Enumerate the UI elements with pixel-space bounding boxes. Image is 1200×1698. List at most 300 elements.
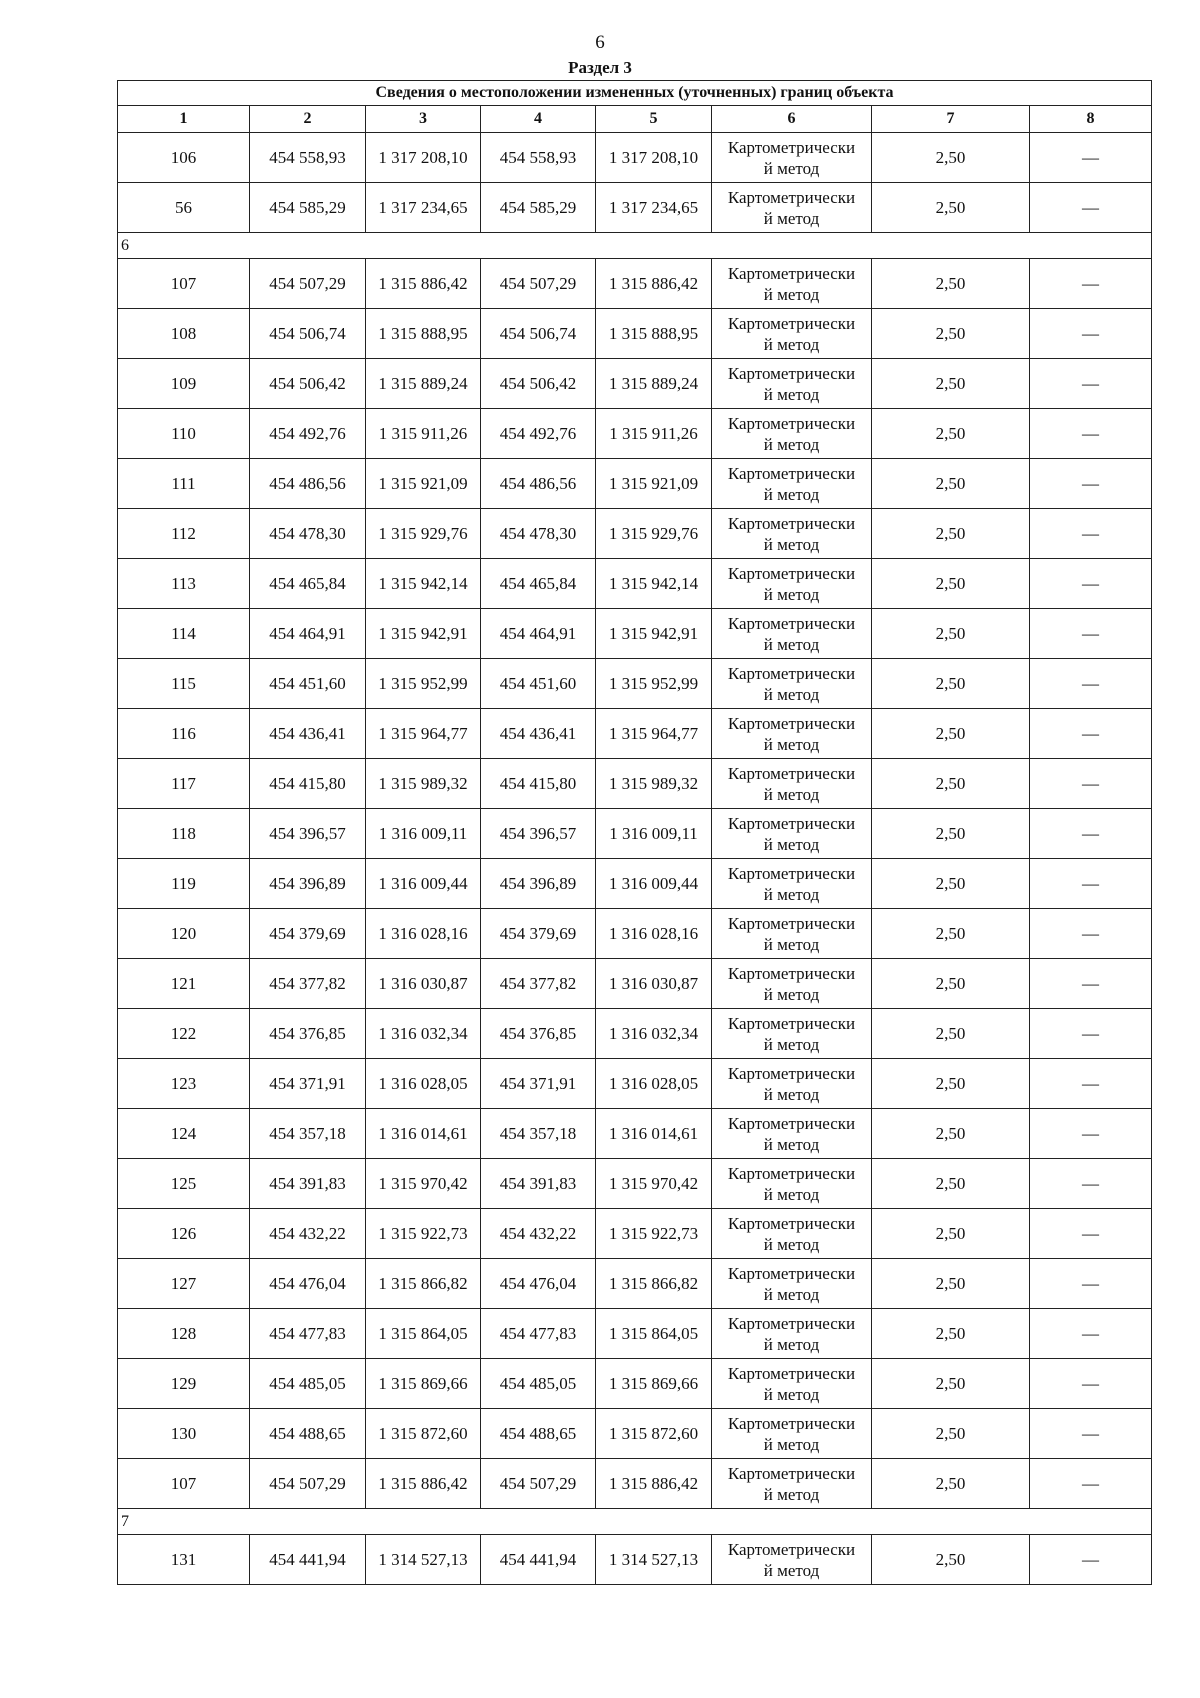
existing-x: 454 391,83 (250, 1159, 366, 1209)
boundary-coordinates-table (117, 80, 1152, 1585)
existing-y: 1 316 030,87 (366, 959, 481, 1009)
table-row (118, 1209, 1152, 1259)
contour-number: 6 (118, 233, 1152, 259)
refined-x: 454 477,83 (481, 1309, 596, 1359)
method-cell (712, 459, 872, 509)
method-cell (712, 409, 872, 459)
method-text: Картометрически (727, 187, 856, 207)
point-number: 124 (118, 1109, 250, 1159)
refined-y: 1 315 886,42 (596, 1459, 712, 1509)
existing-x: 454 371,91 (250, 1059, 366, 1109)
refined-y: 1 315 872,60 (596, 1409, 712, 1459)
refined-y: 1 315 869,66 (596, 1359, 712, 1409)
description-cell: — (1030, 1535, 1152, 1585)
existing-x: 454 478,30 (250, 509, 366, 559)
point-number: 118 (118, 809, 250, 859)
refined-x: 454 485,05 (481, 1359, 596, 1409)
method-text: й метод (763, 1560, 820, 1580)
method-text: й метод (763, 1034, 820, 1054)
refined-y: 1 315 922,73 (596, 1209, 712, 1259)
table-row (118, 859, 1152, 909)
table-row (118, 609, 1152, 659)
method-cell (712, 1409, 872, 1459)
point-number: 130 (118, 1409, 250, 1459)
table-row (118, 1059, 1152, 1109)
refined-y: 1 316 032,34 (596, 1009, 712, 1059)
method-text: Картометрически (727, 1063, 856, 1083)
method-text: Картометрически (727, 137, 856, 157)
existing-y: 1 315 889,24 (366, 359, 481, 409)
existing-x: 454 357,18 (250, 1109, 366, 1159)
page-number: 6 (595, 32, 605, 53)
method-cell (712, 309, 872, 359)
precision-cell: 2,50 (872, 559, 1030, 609)
method-text: й метод (763, 434, 820, 454)
table-row (118, 809, 1152, 859)
refined-y: 1 316 028,05 (596, 1059, 712, 1109)
column-number: 3 (366, 106, 481, 133)
table-row (118, 909, 1152, 959)
existing-y: 1 316 032,34 (366, 1009, 481, 1059)
description-cell: — (1030, 559, 1152, 609)
existing-x: 454 377,82 (250, 959, 366, 1009)
precision-cell: 2,50 (872, 1309, 1030, 1359)
precision-cell: 2,50 (872, 309, 1030, 359)
table-row (118, 1259, 1152, 1309)
table-row (118, 1459, 1152, 1509)
method-cell (712, 709, 872, 759)
method-text: Картометрически (727, 513, 856, 533)
refined-y: 1 316 014,61 (596, 1109, 712, 1159)
precision-cell: 2,50 (872, 259, 1030, 309)
column-number: 7 (872, 106, 1030, 133)
description-cell: — (1030, 133, 1152, 183)
table-row (118, 409, 1152, 459)
precision-cell: 2,50 (872, 1159, 1030, 1209)
method-cell (712, 1259, 872, 1309)
existing-y: 1 316 014,61 (366, 1109, 481, 1159)
method-cell (712, 659, 872, 709)
existing-y: 1 316 009,44 (366, 859, 481, 909)
existing-x: 454 441,94 (250, 1535, 366, 1585)
precision-cell: 2,50 (872, 859, 1030, 909)
method-text: Картометрически (727, 313, 856, 333)
refined-y: 1 317 234,65 (596, 183, 712, 233)
existing-y: 1 315 872,60 (366, 1409, 481, 1459)
existing-y: 1 315 886,42 (366, 259, 481, 309)
table-row (118, 1309, 1152, 1359)
description-cell: — (1030, 1459, 1152, 1509)
method-text: Картометрически (727, 463, 856, 483)
existing-x: 454 485,05 (250, 1359, 366, 1409)
existing-x: 454 477,83 (250, 1309, 366, 1359)
precision-cell: 2,50 (872, 1259, 1030, 1309)
existing-y: 1 315 964,77 (366, 709, 481, 759)
point-number: 119 (118, 859, 250, 909)
refined-x: 454 396,57 (481, 809, 596, 859)
description-cell: — (1030, 809, 1152, 859)
refined-x: 454 415,80 (481, 759, 596, 809)
method-text: й метод (763, 208, 820, 228)
refined-x: 454 432,22 (481, 1209, 596, 1259)
refined-x: 454 396,89 (481, 859, 596, 909)
table-row (118, 183, 1152, 233)
description-cell: — (1030, 1109, 1152, 1159)
method-text: й метод (763, 1384, 820, 1404)
point-number: 111 (118, 459, 250, 509)
table-row (118, 259, 1152, 309)
refined-y: 1 317 208,10 (596, 133, 712, 183)
table-row (118, 1359, 1152, 1409)
existing-y: 1 315 864,05 (366, 1309, 481, 1359)
precision-cell: 2,50 (872, 1109, 1030, 1159)
method-text: Картометрически (727, 1263, 856, 1283)
existing-x: 454 506,42 (250, 359, 366, 409)
refined-x: 454 558,93 (481, 133, 596, 183)
method-text: Картометрически (727, 1113, 856, 1133)
refined-x: 454 379,69 (481, 909, 596, 959)
point-number: 108 (118, 309, 250, 359)
precision-cell: 2,50 (872, 1535, 1030, 1585)
existing-y: 1 315 942,91 (366, 609, 481, 659)
refined-y: 1 315 964,77 (596, 709, 712, 759)
method-text: й метод (763, 1134, 820, 1154)
refined-x: 454 376,85 (481, 1009, 596, 1059)
column-number: 8 (1030, 106, 1152, 133)
existing-x: 454 432,22 (250, 1209, 366, 1259)
point-number: 115 (118, 659, 250, 709)
refined-y: 1 316 009,11 (596, 809, 712, 859)
refined-x: 454 391,83 (481, 1159, 596, 1209)
point-number: 106 (118, 133, 250, 183)
column-number: 4 (481, 106, 596, 133)
method-cell (712, 259, 872, 309)
table-caption: Сведения о местоположении измененных (уточненных) границ объекта (118, 81, 1152, 106)
refined-y: 1 315 921,09 (596, 459, 712, 509)
precision-cell: 2,50 (872, 1009, 1030, 1059)
method-text: Картометрически (727, 413, 856, 433)
method-cell (712, 909, 872, 959)
refined-x: 454 451,60 (481, 659, 596, 709)
existing-y: 1 315 869,66 (366, 1359, 481, 1409)
point-number: 120 (118, 909, 250, 959)
method-text: Картометрически (727, 963, 856, 983)
existing-x: 454 436,41 (250, 709, 366, 759)
method-text: Картометрически (727, 563, 856, 583)
column-number: 2 (250, 106, 366, 133)
point-number: 110 (118, 409, 250, 459)
description-cell: — (1030, 859, 1152, 909)
precision-cell: 2,50 (872, 1359, 1030, 1409)
contour-group-row (118, 1509, 1152, 1535)
refined-x: 454 486,56 (481, 459, 596, 509)
point-number: 131 (118, 1535, 250, 1585)
description-cell: — (1030, 1309, 1152, 1359)
method-text: й метод (763, 158, 820, 178)
method-text: й метод (763, 1484, 820, 1504)
method-text: й метод (763, 584, 820, 604)
method-cell (712, 1059, 872, 1109)
existing-x: 454 396,89 (250, 859, 366, 909)
description-cell: — (1030, 659, 1152, 709)
method-text: й метод (763, 634, 820, 654)
existing-x: 454 492,76 (250, 409, 366, 459)
point-number: 128 (118, 1309, 250, 1359)
method-text: Картометрически (727, 713, 856, 733)
refined-x: 454 492,76 (481, 409, 596, 459)
point-number: 123 (118, 1059, 250, 1109)
point-number: 125 (118, 1159, 250, 1209)
method-text: й метод (763, 284, 820, 304)
precision-cell: 2,50 (872, 459, 1030, 509)
method-cell (712, 509, 872, 559)
table-row (118, 1159, 1152, 1209)
method-text: й метод (763, 484, 820, 504)
description-cell: — (1030, 909, 1152, 959)
existing-x: 454 558,93 (250, 133, 366, 183)
table-row (118, 559, 1152, 609)
refined-y: 1 314 527,13 (596, 1535, 712, 1585)
description-cell: — (1030, 959, 1152, 1009)
method-text: й метод (763, 1234, 820, 1254)
method-cell (712, 1009, 872, 1059)
method-text: й метод (763, 684, 820, 704)
description-cell: — (1030, 409, 1152, 459)
section-title: Раздел 3 (568, 58, 632, 77)
point-number: 109 (118, 359, 250, 409)
refined-y: 1 315 952,99 (596, 659, 712, 709)
precision-cell: 2,50 (872, 759, 1030, 809)
precision-cell: 2,50 (872, 1209, 1030, 1259)
method-text: Картометрически (727, 1313, 856, 1333)
description-cell: — (1030, 1009, 1152, 1059)
point-number: 117 (118, 759, 250, 809)
description-cell: — (1030, 759, 1152, 809)
refined-y: 1 315 989,32 (596, 759, 712, 809)
precision-cell: 2,50 (872, 959, 1030, 1009)
existing-x: 454 506,74 (250, 309, 366, 359)
method-text: Картометрически (727, 1013, 856, 1033)
method-text: й метод (763, 384, 820, 404)
column-number: 1 (118, 106, 250, 133)
point-number: 126 (118, 1209, 250, 1259)
table-row (118, 1109, 1152, 1159)
method-text: й метод (763, 1184, 820, 1204)
refined-x: 454 478,30 (481, 509, 596, 559)
method-cell (712, 359, 872, 409)
description-cell: — (1030, 509, 1152, 559)
table-row (118, 459, 1152, 509)
point-number: 127 (118, 1259, 250, 1309)
refined-x: 454 377,82 (481, 959, 596, 1009)
refined-y: 1 316 009,44 (596, 859, 712, 909)
description-cell: — (1030, 1059, 1152, 1109)
existing-x: 454 376,85 (250, 1009, 366, 1059)
method-cell (712, 1159, 872, 1209)
method-text: Картометрически (727, 1463, 856, 1483)
method-text: Картометрически (727, 1363, 856, 1383)
existing-y: 1 316 028,16 (366, 909, 481, 959)
method-text: Картометрически (727, 1413, 856, 1433)
description-cell: — (1030, 259, 1152, 309)
refined-y: 1 316 030,87 (596, 959, 712, 1009)
refined-x: 454 465,84 (481, 559, 596, 609)
method-cell (712, 1535, 872, 1585)
refined-y: 1 315 888,95 (596, 309, 712, 359)
method-cell (712, 1359, 872, 1409)
existing-y: 1 315 922,73 (366, 1209, 481, 1259)
method-text: Картометрически (727, 663, 856, 683)
existing-x: 454 379,69 (250, 909, 366, 959)
existing-x: 454 585,29 (250, 183, 366, 233)
existing-y: 1 316 009,11 (366, 809, 481, 859)
refined-x: 454 507,29 (481, 1459, 596, 1509)
precision-cell: 2,50 (872, 509, 1030, 559)
existing-y: 1 315 989,32 (366, 759, 481, 809)
table-row (118, 509, 1152, 559)
method-text: Картометрически (727, 913, 856, 933)
method-text: й метод (763, 1434, 820, 1454)
table-row (118, 1409, 1152, 1459)
precision-cell: 2,50 (872, 133, 1030, 183)
method-text: й метод (763, 1334, 820, 1354)
existing-y: 1 315 952,99 (366, 659, 481, 709)
existing-y: 1 317 234,65 (366, 183, 481, 233)
existing-y: 1 315 921,09 (366, 459, 481, 509)
refined-x: 454 436,41 (481, 709, 596, 759)
refined-x: 454 506,42 (481, 359, 596, 409)
method-cell (712, 959, 872, 1009)
existing-y: 1 317 208,10 (366, 133, 481, 183)
table-row (118, 1535, 1152, 1585)
method-cell (712, 559, 872, 609)
existing-x: 454 507,29 (250, 1459, 366, 1509)
point-number: 129 (118, 1359, 250, 1409)
description-cell: — (1030, 183, 1152, 233)
method-cell (712, 1309, 872, 1359)
existing-y: 1 315 970,42 (366, 1159, 481, 1209)
existing-x: 454 451,60 (250, 659, 366, 709)
method-text: й метод (763, 334, 820, 354)
existing-y: 1 316 028,05 (366, 1059, 481, 1109)
precision-cell: 2,50 (872, 359, 1030, 409)
precision-cell: 2,50 (872, 1409, 1030, 1459)
description-cell: — (1030, 709, 1152, 759)
existing-y: 1 315 888,95 (366, 309, 481, 359)
method-cell (712, 133, 872, 183)
method-text: Картометрически (727, 263, 856, 283)
refined-y: 1 315 866,82 (596, 1259, 712, 1309)
refined-x: 454 476,04 (481, 1259, 596, 1309)
method-text: й метод (763, 834, 820, 854)
table-row (118, 1009, 1152, 1059)
precision-cell: 2,50 (872, 1059, 1030, 1109)
description-cell: — (1030, 359, 1152, 409)
method-text: Картометрически (727, 1539, 856, 1559)
column-number: 6 (712, 106, 872, 133)
method-cell (712, 609, 872, 659)
description-cell: — (1030, 609, 1152, 659)
refined-x: 454 464,91 (481, 609, 596, 659)
method-cell (712, 1459, 872, 1509)
refined-x: 454 371,91 (481, 1059, 596, 1109)
point-number: 107 (118, 259, 250, 309)
refined-x: 454 357,18 (481, 1109, 596, 1159)
point-number: 114 (118, 609, 250, 659)
table-row (118, 359, 1152, 409)
existing-x: 454 507,29 (250, 259, 366, 309)
existing-x: 454 476,04 (250, 1259, 366, 1309)
refined-y: 1 316 028,16 (596, 909, 712, 959)
precision-cell: 2,50 (872, 183, 1030, 233)
method-cell (712, 809, 872, 859)
point-number: 113 (118, 559, 250, 609)
point-number: 122 (118, 1009, 250, 1059)
point-number: 116 (118, 709, 250, 759)
method-text: Картометрически (727, 813, 856, 833)
refined-y: 1 315 929,76 (596, 509, 712, 559)
precision-cell: 2,50 (872, 809, 1030, 859)
refined-x: 454 488,65 (481, 1409, 596, 1459)
existing-x: 454 415,80 (250, 759, 366, 809)
existing-y: 1 315 911,26 (366, 409, 481, 459)
existing-y: 1 314 527,13 (366, 1535, 481, 1585)
refined-x: 454 506,74 (481, 309, 596, 359)
method-text: Картометрически (727, 613, 856, 633)
description-cell: — (1030, 1259, 1152, 1309)
precision-cell: 2,50 (872, 659, 1030, 709)
method-cell (712, 1109, 872, 1159)
table-row (118, 133, 1152, 183)
description-cell: — (1030, 1159, 1152, 1209)
existing-x: 454 396,57 (250, 809, 366, 859)
method-text: Картометрически (727, 763, 856, 783)
refined-y: 1 315 942,91 (596, 609, 712, 659)
refined-x: 454 507,29 (481, 259, 596, 309)
table-row (118, 309, 1152, 359)
point-number: 56 (118, 183, 250, 233)
refined-x: 454 585,29 (481, 183, 596, 233)
refined-y: 1 315 889,24 (596, 359, 712, 409)
method-text: Картометрически (727, 1213, 856, 1233)
point-number: 107 (118, 1459, 250, 1509)
point-number: 121 (118, 959, 250, 1009)
refined-y: 1 315 970,42 (596, 1159, 712, 1209)
precision-cell: 2,50 (872, 609, 1030, 659)
method-text: й метод (763, 884, 820, 904)
method-text: й метод (763, 934, 820, 954)
method-text: й метод (763, 1084, 820, 1104)
precision-cell: 2,50 (872, 1459, 1030, 1509)
table-row (118, 759, 1152, 809)
existing-y: 1 315 929,76 (366, 509, 481, 559)
existing-x: 454 464,91 (250, 609, 366, 659)
point-number: 112 (118, 509, 250, 559)
precision-cell: 2,50 (872, 709, 1030, 759)
refined-y: 1 315 911,26 (596, 409, 712, 459)
method-text: й метод (763, 984, 820, 1004)
method-text: й метод (763, 784, 820, 804)
refined-x: 454 441,94 (481, 1535, 596, 1585)
description-cell: — (1030, 309, 1152, 359)
contour-group-row (118, 233, 1152, 259)
table-row (118, 959, 1152, 1009)
contour-number: 7 (118, 1509, 1152, 1535)
existing-x: 454 488,65 (250, 1409, 366, 1459)
method-cell (712, 859, 872, 909)
table-body (118, 133, 1152, 1585)
description-cell: — (1030, 1409, 1152, 1459)
